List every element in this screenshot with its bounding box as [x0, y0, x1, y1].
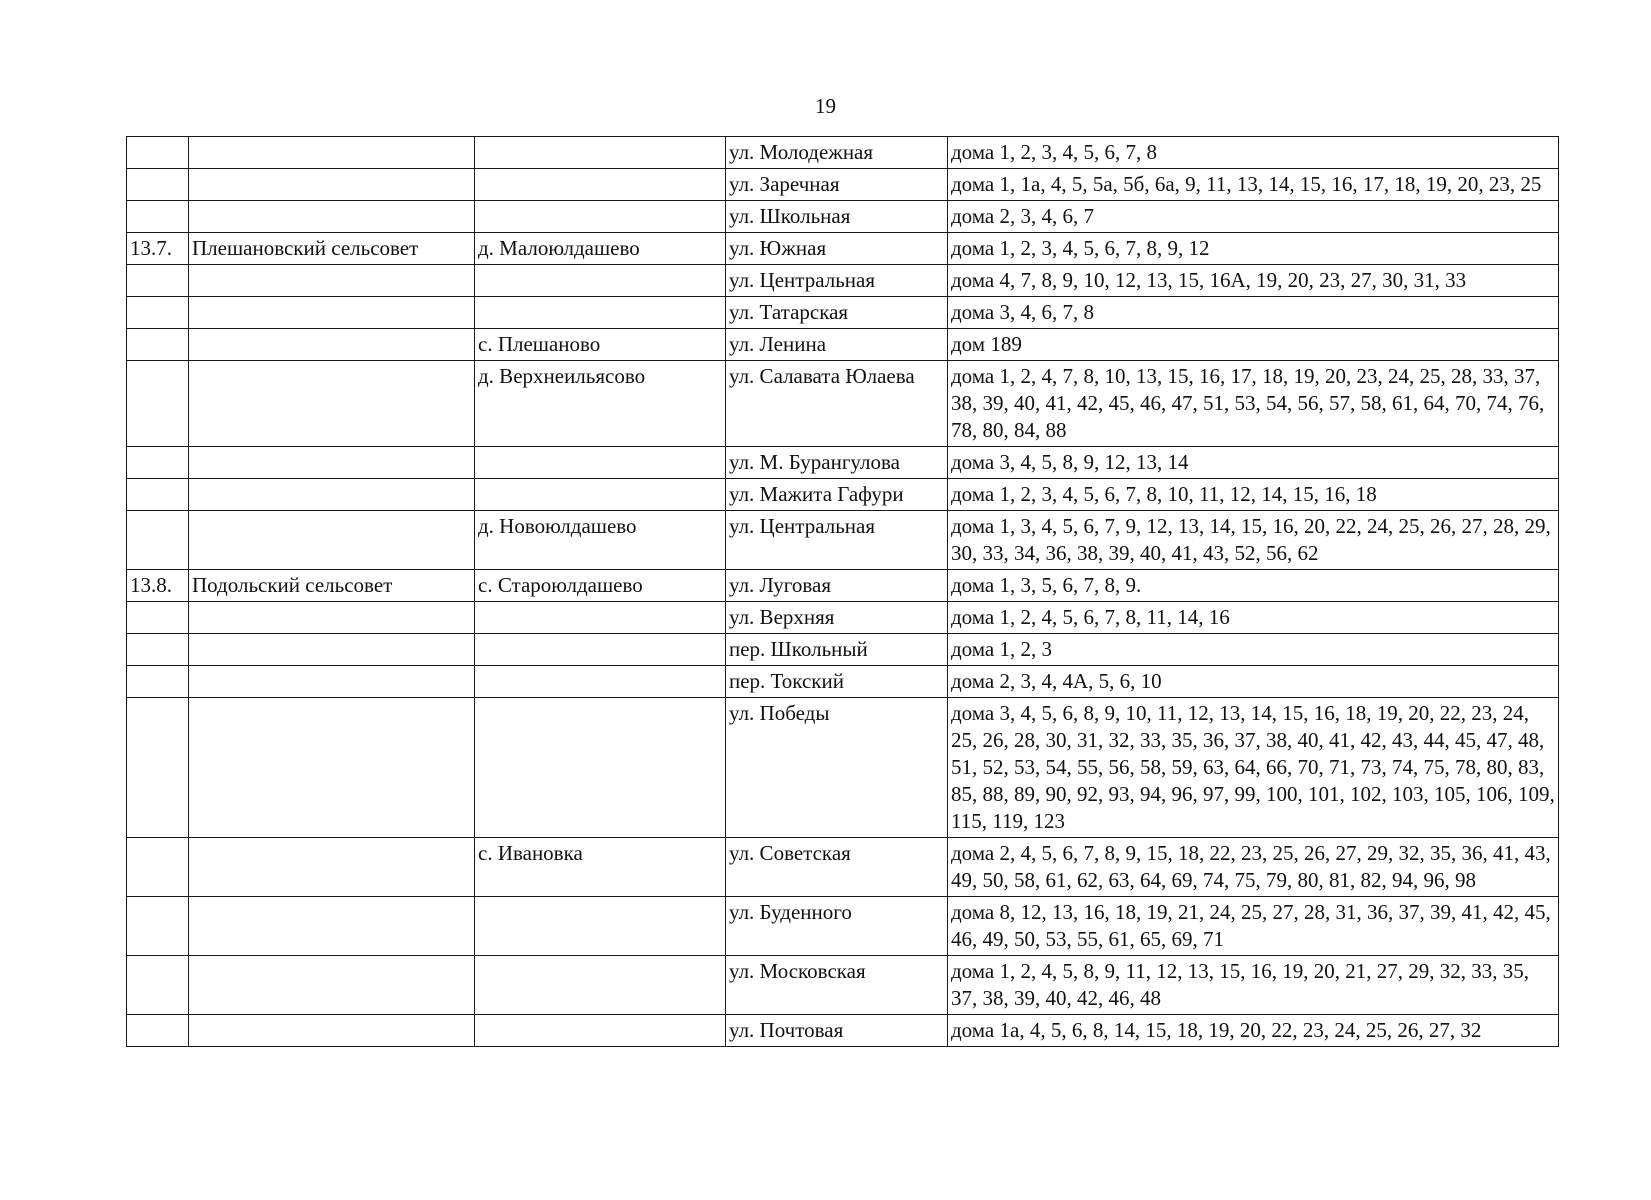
council-cell — [189, 511, 475, 570]
locality-cell: с. Ивановка — [475, 838, 726, 897]
locality-cell — [475, 956, 726, 1015]
street-cell: ул. Луговая — [726, 570, 948, 602]
locality-cell — [475, 169, 726, 201]
row-number-cell: 13.8. — [127, 570, 189, 602]
houses-cell: дома 1, 3, 5, 6, 7, 8, 9. — [948, 570, 1559, 602]
council-cell — [189, 201, 475, 233]
row-number-cell — [127, 265, 189, 297]
street-cell: ул. М. Бурангулова — [726, 447, 948, 479]
houses-cell: дома 8, 12, 13, 16, 18, 19, 21, 24, 25, 27, 28, 31, 36, 37, 39, 41, 42, 45, 46, 49, 50, 53, 55, 61, 65, 69, 71 — [948, 897, 1559, 956]
council-cell — [189, 634, 475, 666]
row-number-cell — [127, 447, 189, 479]
locality-cell — [475, 297, 726, 329]
street-cell: ул. Заречная — [726, 169, 948, 201]
table-row — [127, 265, 1559, 297]
address-table-body — [127, 137, 1559, 1047]
council-cell — [189, 137, 475, 169]
table-row — [127, 233, 1559, 265]
council-cell — [189, 329, 475, 361]
council-cell — [189, 956, 475, 1015]
council-cell — [189, 602, 475, 634]
table-row — [127, 201, 1559, 233]
row-number-cell — [127, 666, 189, 698]
row-number-cell — [127, 137, 189, 169]
row-number-cell: 13.7. — [127, 233, 189, 265]
council-cell — [189, 361, 475, 447]
council-cell — [189, 265, 475, 297]
street-cell: ул. Почтовая — [726, 1015, 948, 1047]
table-row — [127, 329, 1559, 361]
street-cell: ул. Центральная — [726, 511, 948, 570]
row-number-cell — [127, 169, 189, 201]
houses-cell: дома 1, 3, 4, 5, 6, 7, 9, 12, 13, 14, 15, 16, 20, 22, 24, 25, 26, 27, 28, 29, 30, 33, 34, 36, 38, 39, 40, 41, 43, 52, 56, 62 — [948, 511, 1559, 570]
houses-cell: дома 1, 1а, 4, 5, 5а, 5б, 6а, 9, 11, 13, 14, 15, 16, 17, 18, 19, 20, 23, 25 — [948, 169, 1559, 201]
row-number-cell — [127, 897, 189, 956]
locality-cell — [475, 479, 726, 511]
street-cell: пер. Токский — [726, 666, 948, 698]
page-number: 19 — [815, 94, 836, 118]
houses-cell: дома 1, 2, 3, 4, 5, 6, 7, 8, 9, 12 — [948, 233, 1559, 265]
table-row — [127, 137, 1559, 169]
locality-cell — [475, 634, 726, 666]
row-number-cell — [127, 698, 189, 838]
table-row — [127, 169, 1559, 201]
locality-cell — [475, 137, 726, 169]
council-cell — [189, 838, 475, 897]
houses-cell: дома 1, 2, 4, 7, 8, 10, 13, 15, 16, 17, 18, 19, 20, 23, 24, 25, 28, 33, 37, 38, 39, 40, 41, 42, 45, 46, 47, 51, 53, 54, 56, 57, 58, 61, 64, 70, 74, 76, 78, 80, 84, 88 — [948, 361, 1559, 447]
council-cell — [189, 698, 475, 838]
locality-cell — [475, 602, 726, 634]
houses-cell: дома 2, 3, 4, 4А, 5, 6, 10 — [948, 666, 1559, 698]
council-cell — [189, 297, 475, 329]
row-number-cell — [127, 602, 189, 634]
locality-cell — [475, 666, 726, 698]
street-cell: ул. Татарская — [726, 297, 948, 329]
street-cell: ул. Молодежная — [726, 137, 948, 169]
row-number-cell — [127, 329, 189, 361]
street-cell: ул. Ленина — [726, 329, 948, 361]
council-cell — [189, 169, 475, 201]
houses-cell: дома 1, 2, 3 — [948, 634, 1559, 666]
council-cell — [189, 897, 475, 956]
locality-cell — [475, 447, 726, 479]
street-cell: ул. Верхняя — [726, 602, 948, 634]
table-row — [127, 1015, 1559, 1047]
locality-cell — [475, 897, 726, 956]
council-cell: Подольский сельсовет — [189, 570, 475, 602]
houses-cell: дома 3, 4, 6, 7, 8 — [948, 297, 1559, 329]
table-row — [127, 897, 1559, 956]
table-row — [127, 570, 1559, 602]
street-cell: ул. Салавата Юлаева — [726, 361, 948, 447]
table-row — [127, 447, 1559, 479]
row-number-cell — [127, 297, 189, 329]
council-cell — [189, 479, 475, 511]
street-cell: ул. Московская — [726, 956, 948, 1015]
row-number-cell — [127, 511, 189, 570]
locality-cell: д. Новоюлдашево — [475, 511, 726, 570]
council-cell — [189, 666, 475, 698]
table-row — [127, 956, 1559, 1015]
table-row — [127, 634, 1559, 666]
street-cell: пер. Школьный — [726, 634, 948, 666]
table-row — [127, 361, 1559, 447]
houses-cell: дома 3, 4, 5, 8, 9, 12, 13, 14 — [948, 447, 1559, 479]
table-row — [127, 602, 1559, 634]
street-cell: ул. Победы — [726, 698, 948, 838]
locality-cell — [475, 201, 726, 233]
table-row — [127, 838, 1559, 897]
houses-cell: дома 1, 2, 3, 4, 5, 6, 7, 8 — [948, 137, 1559, 169]
council-cell: Плешановский сельсовет — [189, 233, 475, 265]
locality-cell — [475, 1015, 726, 1047]
houses-cell: дома 2, 3, 4, 6, 7 — [948, 201, 1559, 233]
houses-cell: дома 4, 7, 8, 9, 10, 12, 13, 15, 16А, 19, 20, 23, 27, 30, 31, 33 — [948, 265, 1559, 297]
locality-cell: с. Староюлдашево — [475, 570, 726, 602]
row-number-cell — [127, 479, 189, 511]
houses-cell: дома 1, 2, 4, 5, 8, 9, 11, 12, 13, 15, 16, 19, 20, 21, 27, 29, 32, 33, 35, 37, 38, 39, 40, 42, 46, 48 — [948, 956, 1559, 1015]
table-row — [127, 511, 1559, 570]
houses-cell: дом 189 — [948, 329, 1559, 361]
council-cell — [189, 1015, 475, 1047]
houses-cell: дома 2, 4, 5, 6, 7, 8, 9, 15, 18, 22, 23, 25, 26, 27, 29, 32, 35, 36, 41, 43, 49, 50, 58, 61, 62, 63, 64, 69, 74, 75, 79, 80, 81, 82, 94, 96, 98 — [948, 838, 1559, 897]
street-cell: ул. Мажита Гафури — [726, 479, 948, 511]
row-number-cell — [127, 956, 189, 1015]
houses-cell: дома 1а, 4, 5, 6, 8, 14, 15, 18, 19, 20, 22, 23, 24, 25, 26, 27, 32 — [948, 1015, 1559, 1047]
street-cell: ул. Южная — [726, 233, 948, 265]
street-cell: ул. Советская — [726, 838, 948, 897]
table-row — [127, 698, 1559, 838]
locality-cell — [475, 698, 726, 838]
council-cell — [189, 447, 475, 479]
row-number-cell — [127, 201, 189, 233]
locality-cell: с. Плешаново — [475, 329, 726, 361]
row-number-cell — [127, 361, 189, 447]
address-table — [126, 136, 1559, 1047]
houses-cell: дома 3, 4, 5, 6, 8, 9, 10, 11, 12, 13, 14, 15, 16, 18, 19, 20, 22, 23, 24, 25, 26, 28, 30, 31, 32, 33, 35, 36, 37, 38, 40, 41, 42, 43, 44, 45, 47, 48, 51, 52, 53, 54, 55, 56, 58, 59, 63, 64, 66, 70, 71, 73, 74, 75, 78, 80, 83, 85, 88, 89, 90, 92, 93, 94, 96, 97, 99, 100, 101, 102, 103, 105, 106, 109, 115, 119, 123 — [948, 698, 1559, 838]
table-row — [127, 666, 1559, 698]
table-row — [127, 297, 1559, 329]
row-number-cell — [127, 634, 189, 666]
locality-cell: д. Малоюлдашево — [475, 233, 726, 265]
locality-cell: д. Верхнеильясово — [475, 361, 726, 447]
houses-cell: дома 1, 2, 4, 5, 6, 7, 8, 11, 14, 16 — [948, 602, 1559, 634]
row-number-cell — [127, 838, 189, 897]
street-cell: ул. Центральная — [726, 265, 948, 297]
street-cell: ул. Школьная — [726, 201, 948, 233]
locality-cell — [475, 265, 726, 297]
houses-cell: дома 1, 2, 3, 4, 5, 6, 7, 8, 10, 11, 12, 14, 15, 16, 18 — [948, 479, 1559, 511]
table-row — [127, 479, 1559, 511]
row-number-cell — [127, 1015, 189, 1047]
street-cell: ул. Буденного — [726, 897, 948, 956]
